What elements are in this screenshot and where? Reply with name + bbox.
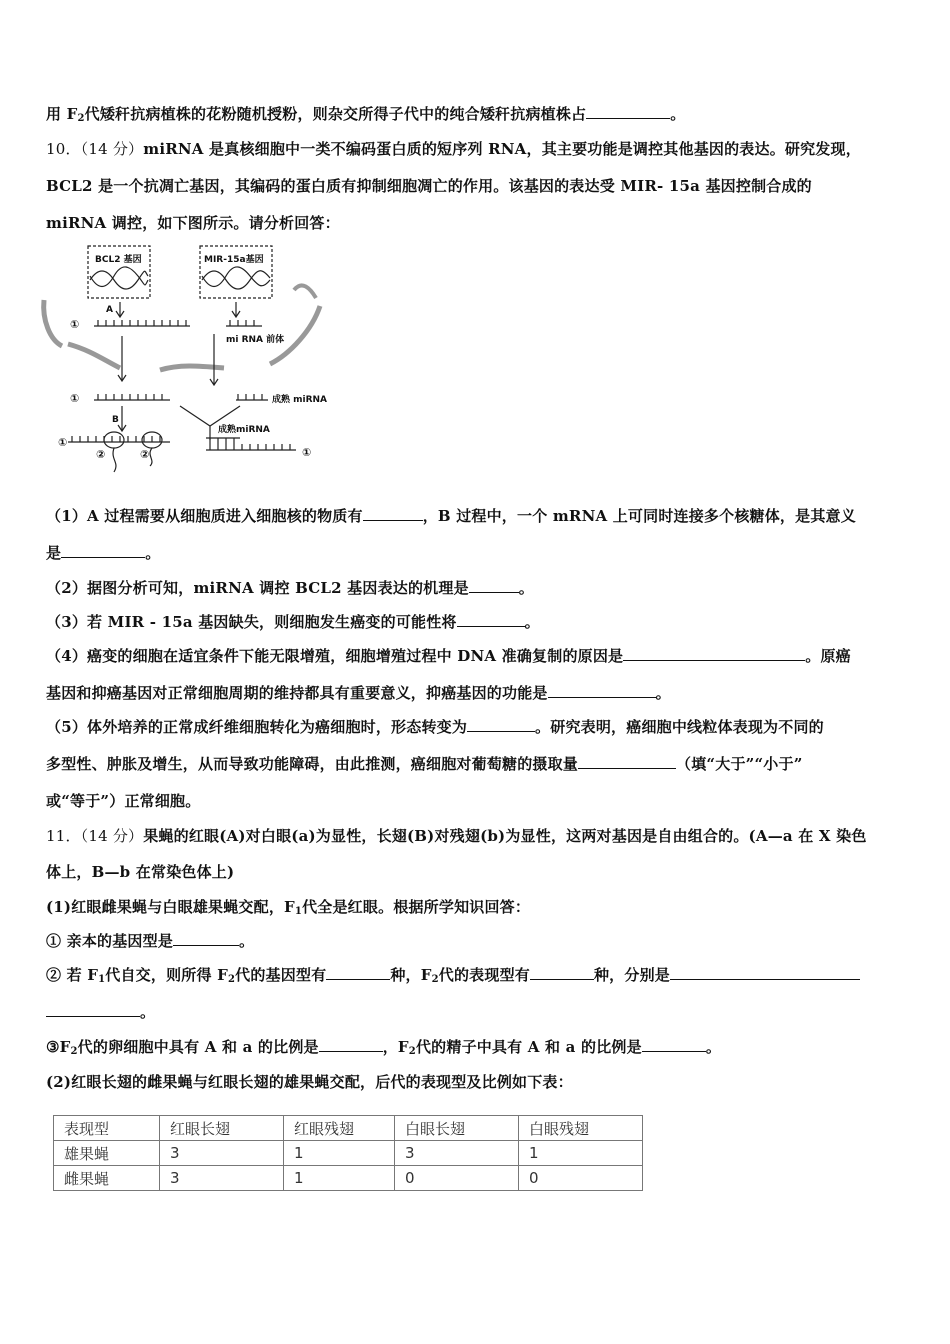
q10-part5: （填“大于”“小于” [676,755,803,773]
subscript: 1 [294,906,303,917]
table-cell: 3 [160,1141,284,1166]
q11-text: ① 亲本的基因型是 [46,932,174,950]
q10-intro: BCL2 是一个抗凋亡基因，其编码的蛋白质有抑制细胞凋亡的作用。该基因的表达受 MIR- 15a 基因控制合成的 [46,177,812,195]
q10-part5: （5）体外培养的正常成纤维细胞转化为癌细胞时，形态转变为 [46,718,468,736]
q10-part5: 或“等于”）正常细胞。 [46,792,201,810]
table-header-cell: 红眼长翅 [160,1116,284,1141]
subscript: 2 [431,974,439,985]
q10-intro-line1 [46,138,861,159]
q11-sub2 [46,1071,573,1092]
process-b-label: B [112,415,119,425]
q10-part3 [46,611,540,632]
process-a-label: A [106,305,113,315]
phenotype-table [53,1115,643,1191]
answer-blank[interactable] [46,1004,140,1017]
q11-text: ③F [46,1038,71,1056]
q10-part5-line1 [46,716,824,737]
mrna-strand [206,444,296,450]
answer-blank[interactable] [530,967,594,980]
q10-part4: （4）癌变的细胞在适宜条件下能无限增殖，细胞增殖过程中 DNA 准确复制的原因是 [46,647,624,665]
mirna-diagram [40,240,328,465]
bcl2-gene-label: BCL2 基因 [95,255,142,265]
answer-blank[interactable] [469,580,519,593]
table-cell: 3 [160,1166,284,1191]
q11-text: 代的基因型有 [235,966,327,984]
punctuation: 。 [705,1038,722,1056]
answer-blank[interactable] [642,1039,706,1052]
mrna-strand [94,320,190,326]
table-row [54,1141,643,1166]
answer-blank[interactable] [457,614,525,627]
subscript: 2 [77,113,85,124]
q10-part5: 多型性、肿胀及增生，从而导致功能障碍，由此推测，癌细胞对葡萄糖的摄取量 [46,755,579,773]
q10-intro-line3 [46,212,340,233]
q11-intro-line1 [46,825,867,846]
q11-text: (1)红眼雌果蝇与白眼雄果蝇交配，F [46,898,295,916]
punctuation: 。 [518,579,534,597]
table-cell: 1 [284,1166,395,1191]
mature-mirna-label: 成熟miRNA [218,425,270,435]
q10-intro: miRNA 是真核细胞中一类不编码蛋白质的短序列 RNA，其主要功能是调控其他基因的表达。研究发现， [143,140,861,158]
table-cell: 1 [519,1141,643,1166]
subscript: 2 [227,974,236,985]
q11-intro: 体上，B—b 在常染色体上) [46,863,235,881]
q11-sub1-q3 [46,1036,721,1057]
mature-mirna-label: 成熟 miRNA [272,395,328,405]
q10-part4: 基因和抑癌基因对正常细胞周期的维持都具有重要意义，抑癌基因的功能是 [46,684,548,702]
q10-part3-text: （3）若 MIR - 15a 基因缺失，则细胞发生癌变的可能性将 [46,613,457,631]
answer-blank[interactable] [623,648,805,661]
q10-part4-line1 [46,645,851,666]
table-cell: 雌果蝇 [54,1166,160,1191]
q10-intro-line2 [46,175,812,196]
q10-part5-line2 [46,753,803,774]
q9-text: 用 F [46,105,78,123]
nuclear-envelope [68,344,120,368]
q10-part1: 是 [46,544,62,562]
punctuation: 。 [670,105,686,123]
q11-intro-line2 [46,861,234,882]
q9-text: 代矮秆抗病植株的花粉随机授粉，则杂交所得子代中的纯合矮秆抗病植株占 [84,105,587,123]
q10-intro: miRNA 调控，如下图所示。请分析回答： [46,214,340,232]
table-header-cell: 表现型 [54,1116,160,1141]
mirna-precursor-strand [226,320,262,326]
label-1: ① [58,436,68,449]
answer-blank[interactable] [326,967,390,980]
table-cell: 雄果蝇 [54,1141,160,1166]
ribosome [104,432,124,448]
answer-blank[interactable] [467,719,535,732]
mir-gene-label: MIR-15a基因 [204,255,264,265]
mrna-with-ribosomes [68,436,170,442]
q9-tail-line [46,103,685,124]
q11-sub1-intro [46,896,530,917]
q11-intro: 果蝇的红眼(A)对白眼(a)为显性，长翅(B)对残翅(b)为显性，这两对基因是自由组合的。(A—a 在 X 染色 [143,827,867,845]
arrow [232,302,240,317]
q11-text: 种，分别是 [593,966,670,984]
q11-text: 代自交，则所得 F [105,966,228,984]
q11-text: 代的表现型有 [438,966,530,984]
q11-sub1-q2-cont [46,1001,155,1022]
q10-part2-text: （2）据图分析可知，miRNA 调控 BCL2 基因表达的机理是 [46,579,469,597]
question-number: 11．（14 分） [46,827,144,845]
punctuation: 。 [524,613,540,631]
q10-part1-line2 [46,542,160,563]
nuclear-envelope [294,285,316,298]
table-cell: 0 [395,1166,519,1191]
table-row [54,1166,643,1191]
q11-sub1-q1 [46,930,254,951]
punctuation: 。 [239,932,255,950]
q11-text: 代的精子中具有 A 和 a 的比例是 [415,1038,642,1056]
q10-part4: 。原癌 [805,647,851,665]
arrow-b [118,406,126,431]
q10-part1-line1 [46,505,856,526]
q11-text: 代的卵细胞中具有 A 和 a 的比例是 [77,1038,319,1056]
answer-blank[interactable] [670,967,860,980]
punctuation: 。 [145,544,161,562]
arrow [118,336,126,381]
label-2: ② [140,448,150,461]
q10-part1: （1）A 过程需要从细胞质进入细胞核的物质有 [46,507,363,525]
label-1: ① [70,318,80,331]
punctuation: 。 [140,1003,156,1021]
q10-part5: 。研究表明，癌细胞中线粒体表现为不同的 [535,718,824,736]
table-header-cell: 红眼残翅 [284,1116,395,1141]
answer-blank[interactable] [319,1039,383,1052]
question-number: 10．（14 分） [46,140,144,158]
table-header-cell: 白眼残翅 [519,1116,643,1141]
precursor-label: mi RNA 前体 [226,335,285,345]
label-1: ① [70,392,80,405]
peptide-chain [113,448,116,472]
q10-part1: ，B 过程中，一个 mRNA 上可同时连接多个核糖体，是其意义 [422,507,856,525]
arrow-a [116,302,124,317]
answer-blank[interactable] [61,545,145,558]
table-cell: 1 [284,1141,395,1166]
q11-text: 种，F [390,966,432,984]
punctuation: 。 [655,684,671,702]
q11-text: (2)红眼长翅的雌果蝇与红眼长翅的雄果蝇交配，后代的表现型及比例如下表： [46,1073,573,1091]
q11-text: ② 若 F [46,966,99,984]
mrna-strand [94,394,170,400]
mature-mirna-strand [236,394,268,400]
arrow [210,334,218,385]
q10-part5-line3 [46,790,200,811]
q10-part2 [46,577,534,598]
q11-text: ，F [382,1038,409,1056]
answer-blank[interactable] [586,106,670,119]
answer-blank[interactable] [578,756,676,769]
answer-blank[interactable] [363,508,423,521]
table-header-row [54,1116,643,1141]
mature-mirna-strand [206,438,240,444]
answer-blank[interactable] [173,933,239,946]
table-header-cell: 白眼长翅 [395,1116,519,1141]
table-cell: 3 [395,1141,519,1166]
dna-helix [202,267,270,287]
q11-text: 代全是红眼。根据所学知识回答： [302,898,531,916]
q10-part4-line2 [46,682,671,703]
peptide-chain [150,448,152,466]
dna-helix [90,267,148,287]
label-1: ① [302,446,312,459]
subscript: 2 [70,1046,78,1057]
answer-blank[interactable] [548,685,656,698]
table-cell: 0 [519,1166,643,1191]
nuclear-envelope [44,300,62,346]
subscript: 2 [408,1046,416,1057]
label-2: ② [96,448,106,461]
subscript: 1 [98,974,106,985]
q11-sub1-q2 [46,964,860,985]
